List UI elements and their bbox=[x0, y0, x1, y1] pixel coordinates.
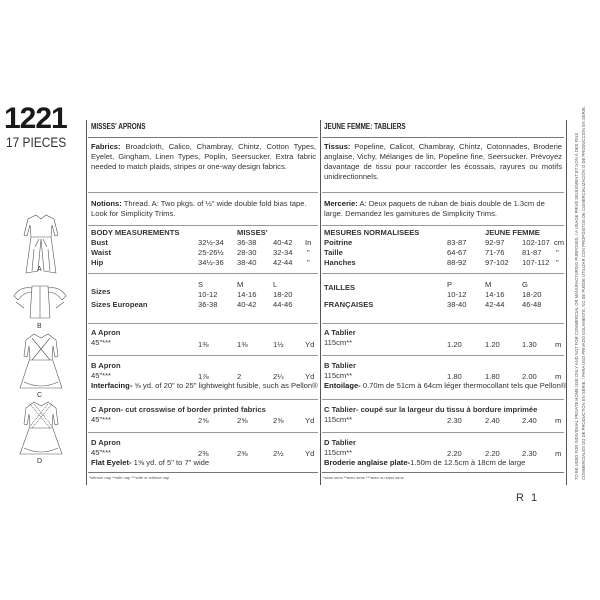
english-footnote: *without nap **with nap ***with or without nap bbox=[89, 475, 170, 480]
francaises-label: FRANÇAISES bbox=[324, 300, 374, 309]
divider bbox=[88, 137, 318, 138]
unit: m bbox=[555, 340, 562, 349]
a-apron-title: A Apron bbox=[91, 328, 121, 337]
waist-s: 25-26½ bbox=[198, 248, 224, 257]
fabric-width: 45"*** bbox=[91, 338, 112, 347]
fabric-width: 45"*** bbox=[91, 448, 112, 457]
unit: m bbox=[555, 372, 562, 381]
yardage-value: 2½ bbox=[273, 449, 284, 458]
yardage-value: 1.30 bbox=[522, 340, 537, 349]
b-tablier-title: B Tablier bbox=[324, 361, 356, 370]
yardage-value: 1.20 bbox=[447, 340, 462, 349]
entoilage-note: Entoilage- 0.70m de 51cm à 64cm léger thermocollant tels que Pellon® bbox=[324, 381, 567, 390]
french-size: 38-40 bbox=[447, 300, 467, 309]
yardage-value: 2.20 bbox=[447, 449, 462, 458]
english-title: MISSES' APRONS bbox=[91, 122, 146, 131]
english-notions: Notions: Thread. A: Two pkgs. of ½" wide double fold bias tape. Look for Simplicity Trims. bbox=[91, 199, 307, 218]
right-divider bbox=[566, 120, 567, 485]
waist-unit: " bbox=[307, 248, 310, 257]
yardage-value: 1.80 bbox=[447, 372, 462, 381]
french-notions: Mercerie: A: Deux paquets de ruban de biais double de 1.3cm de large. Demandez les garnitures de Simplicity Trims. bbox=[324, 199, 545, 218]
euro-size: 44-46 bbox=[273, 300, 293, 309]
divider bbox=[88, 273, 318, 274]
french-size: 42-44 bbox=[485, 300, 505, 309]
french-fabrics: Tissus: Popeline, Calicot, Chambray, Chintz, Cotonnades, Broderie anglaise, Vichy, Mélanges de lin, Popeline fine, Seersucker. Prévoyez davantage de tissu pour raccorder les écossais, rayures ou motifs unidirectionnels. bbox=[324, 142, 562, 181]
bust-unit: In bbox=[305, 238, 312, 247]
page-code: R 1 bbox=[516, 492, 540, 504]
tailles-label: TAILLES bbox=[324, 283, 356, 292]
size-letter: P bbox=[447, 280, 453, 289]
english-fabrics: Fabrics: Broadcloth, Calico, Chambray, Chintz, Cotton Types, Eyelet, Gingham, Linen Types, Poplin, Seersucker. Extra fabric needed to match plaids, stripes or one-way design fabrics. bbox=[91, 142, 316, 171]
euro-size: 36-38 bbox=[198, 300, 218, 309]
fabric-width: 45"*** bbox=[91, 415, 112, 424]
unit: m bbox=[555, 449, 562, 458]
yardage-value: 2⅝ bbox=[198, 416, 209, 425]
divider bbox=[322, 137, 564, 138]
pieces-count: 17 PIECES bbox=[6, 134, 67, 150]
waist-m: 28-30 bbox=[237, 248, 257, 257]
hip-l: 42-44 bbox=[273, 258, 293, 267]
bust-l: 40-42 bbox=[273, 238, 293, 247]
interfacing-note: Interfacing- ⅝ yd. of 20" to 25" lightweight fusible, such as Pellon® bbox=[91, 381, 318, 390]
poitrine-label: Poitrine bbox=[324, 238, 353, 247]
measure-value: 92-97 bbox=[485, 238, 505, 247]
measure-value: 102-107 bbox=[522, 238, 550, 247]
unit: Yd bbox=[305, 340, 315, 349]
view-label-b: B bbox=[37, 323, 42, 330]
divider bbox=[322, 355, 564, 356]
yardage-value: 1.80 bbox=[485, 372, 500, 381]
bust-label: Bust bbox=[91, 238, 108, 247]
divider bbox=[88, 323, 318, 324]
euro-size: 40-42 bbox=[237, 300, 257, 309]
size-l: L bbox=[273, 280, 278, 289]
bust-m: 36-38 bbox=[237, 238, 257, 247]
yardage-value: 2⅝ bbox=[273, 416, 284, 425]
divider bbox=[322, 273, 564, 274]
view-label-d: D bbox=[37, 458, 43, 465]
size-value: 10-12 bbox=[198, 290, 218, 299]
divider bbox=[88, 472, 318, 473]
apron-c-illustration-icon bbox=[18, 332, 64, 394]
size-letter: G bbox=[522, 280, 528, 289]
hanches-label: Hanches bbox=[324, 258, 356, 267]
unit: " bbox=[556, 248, 559, 257]
measure-value: 107-112 bbox=[522, 258, 550, 267]
hip-unit: " bbox=[307, 258, 310, 267]
pattern-number: 1221 bbox=[4, 102, 67, 135]
b-apron-title: B Apron bbox=[91, 361, 121, 370]
size-s: S bbox=[198, 280, 204, 289]
view-label-c: C bbox=[37, 392, 43, 399]
yardage-value: 2.20 bbox=[485, 449, 500, 458]
taille-label: Taille bbox=[324, 248, 343, 257]
yardage-value: 2.30 bbox=[447, 416, 462, 425]
mesures-header: MESURES NORMALISEES bbox=[324, 228, 420, 237]
measure-value: 71-76 bbox=[485, 248, 505, 257]
french-footnote: *sans sens **avec sens ***avec ou sans sens bbox=[323, 475, 404, 480]
unit: m bbox=[555, 416, 562, 425]
size-value: 10-12 bbox=[447, 290, 467, 299]
size-value: 18-20 bbox=[273, 290, 293, 299]
measure-value: 83-87 bbox=[447, 238, 467, 247]
hip-s: 34½-36 bbox=[198, 258, 224, 267]
left-divider bbox=[86, 120, 87, 485]
c-apron-title: C Apron- cut crosswise of border printed fabrics bbox=[91, 405, 266, 414]
apron-b-illustration-icon bbox=[10, 282, 70, 322]
apron-d-illustration-icon bbox=[18, 400, 64, 460]
waist-l: 32-34 bbox=[273, 248, 293, 257]
yardage-value: 2¼ bbox=[273, 372, 284, 381]
french-title: JEUNE FEMME: TABLIERS bbox=[324, 122, 406, 131]
divider bbox=[322, 432, 564, 433]
body-measurements-header: BODY MEASUREMENTS bbox=[91, 228, 180, 237]
c-tablier-title: C Tablier- coupé sur la largeur du tissu à bordure imprimée bbox=[324, 405, 538, 414]
divider bbox=[322, 472, 564, 473]
yardage-value: 1⅜ bbox=[237, 340, 248, 349]
yardage-value: 2⅜ bbox=[237, 449, 248, 458]
legal-notice-line2: COMMERCIALES OU DE PRODUCTION EN SÉRIE. / PARA USO PRIVADO SOLAMENTE, NO SE PUEDE UTILIZAR CON PROPÓSITOS DE COMERCIALIZACIÓN O DE PRODUCCIÓN EN SERIE. bbox=[581, 106, 586, 480]
unit: cm bbox=[554, 238, 565, 247]
yardage-value: 1⅜ bbox=[198, 340, 209, 349]
waist-label: Waist bbox=[91, 248, 111, 257]
divider bbox=[322, 225, 564, 226]
measure-value: 88-92 bbox=[447, 258, 467, 267]
fabric-width: 45"*** bbox=[91, 371, 112, 380]
divider bbox=[88, 355, 318, 356]
yardage-value: 2.30 bbox=[522, 449, 537, 458]
divider bbox=[88, 432, 318, 433]
flat-eyelet-note: Flat Eyelet- 1⅝ yd. of 5" to 7" wide bbox=[91, 458, 210, 467]
yardage-value: 2.00 bbox=[522, 372, 537, 381]
hip-label: Hip bbox=[91, 258, 104, 267]
yardage-value: 2 bbox=[237, 372, 242, 381]
hip-m: 38-40 bbox=[237, 258, 257, 267]
yardage-value: 2⅝ bbox=[237, 416, 248, 425]
size-value: 18-20 bbox=[522, 290, 542, 299]
divider bbox=[322, 399, 564, 400]
center-divider bbox=[320, 120, 321, 485]
divider bbox=[88, 399, 318, 400]
size-value: 14-16 bbox=[237, 290, 257, 299]
a-tablier-title: A Tablier bbox=[324, 328, 356, 337]
measure-value: 97-102 bbox=[485, 258, 509, 267]
divider bbox=[322, 323, 564, 324]
size-value: 14-16 bbox=[485, 290, 505, 299]
jeune-femme-header: JEUNE FEMME bbox=[485, 228, 540, 237]
french-size: 46-48 bbox=[522, 300, 542, 309]
measure-value: 81-87 bbox=[522, 248, 542, 257]
legal-notice-line1: TO BE USED FOR INDIVIDUAL PRIVATE HOME USE ONLY AND NOT FOR COMMERCIAL OR MANUFACTURING PURPOSES. / A USAGE PRIVÉ SEULEMENT ET NON À DES FINS bbox=[574, 132, 579, 480]
sizes-label: Sizes bbox=[91, 287, 111, 296]
yardage-value: 2.40 bbox=[485, 416, 500, 425]
divider bbox=[322, 192, 564, 193]
bust-s: 32½-34 bbox=[198, 238, 224, 247]
divider bbox=[88, 192, 318, 193]
measure-value: 64-67 bbox=[447, 248, 467, 257]
d-tablier-title: D Tablier bbox=[324, 438, 356, 447]
unit: Yd bbox=[305, 416, 315, 425]
unit: " bbox=[556, 258, 559, 267]
divider bbox=[88, 225, 318, 226]
broderie-note: Broderie anglaise plate-1.50m de 12.5cm à 18cm de large bbox=[324, 458, 526, 467]
yardage-value: 1⅞ bbox=[198, 372, 209, 381]
fabric-width: 115cm** bbox=[324, 338, 353, 347]
yardage-value: 2.40 bbox=[522, 416, 537, 425]
d-apron-title: D Apron bbox=[91, 438, 121, 447]
sizes-european-label: Sizes European bbox=[91, 300, 148, 309]
yardage-value: 1.20 bbox=[485, 340, 500, 349]
fabric-width: 115cm** bbox=[324, 448, 353, 457]
yardage-value: 1½ bbox=[273, 340, 284, 349]
fabric-width: 115cm** bbox=[324, 415, 353, 424]
size-m: M bbox=[237, 280, 244, 289]
size-letter: M bbox=[485, 280, 492, 289]
fabric-width: 115cm** bbox=[324, 371, 353, 380]
yardage-value: 2⅜ bbox=[198, 449, 209, 458]
unit: Yd bbox=[305, 449, 315, 458]
misses-group-header: MISSES' bbox=[237, 228, 268, 237]
view-label-a: A bbox=[37, 266, 42, 273]
unit: Yd bbox=[305, 372, 315, 381]
